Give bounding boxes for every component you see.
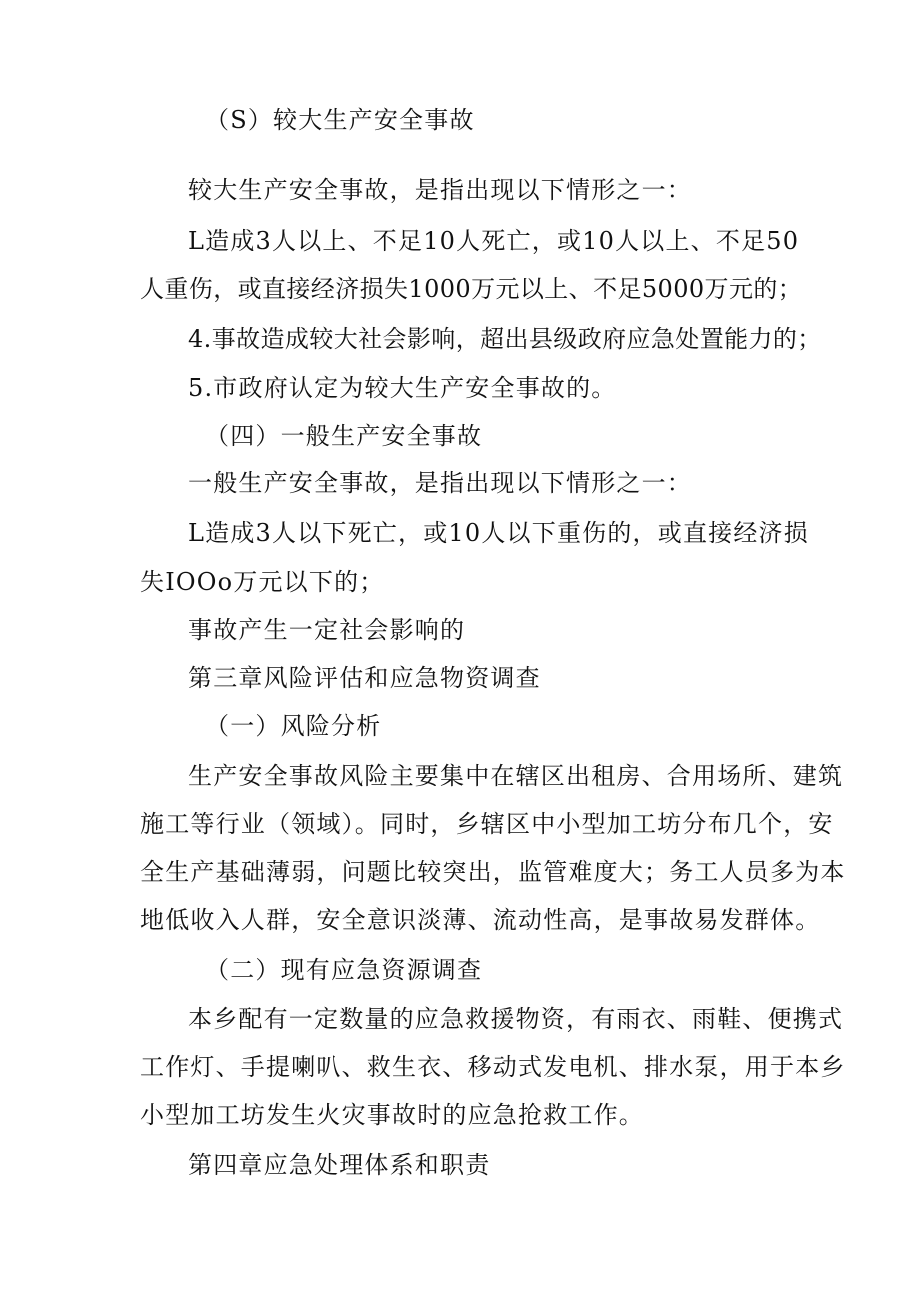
section-heading-general-accident: （四）一般生产安全事故 xyxy=(205,422,483,450)
paragraph-line: 失IOOo万元以下的； xyxy=(140,568,385,596)
paragraph-line: 一般生产安全事故，是指出现以下情形之一： xyxy=(188,469,692,497)
paragraph-line: L造成3人以下死亡，或10人以下重伤的，或直接经济损 xyxy=(188,519,809,547)
section-heading-resources: （二）现有应急资源调查 xyxy=(205,956,483,984)
section-heading-risk-analysis: （一）风险分析 xyxy=(205,712,382,740)
paragraph-line: 全生产基础薄弱，问题比较突出，监管难度大；务工人员多为本 xyxy=(140,858,846,886)
paragraph-line: 较大生产安全事故，是指出现以下情形之一： xyxy=(188,176,692,204)
chapter-heading-3: 第三章风险评估和应急物资调查 xyxy=(188,664,541,692)
paragraph-line: 5.市政府认定为较大生产安全事故的。 xyxy=(188,374,617,402)
paragraph-line: 4.事故造成较大社会影响，超出县级政府应急处置能力的； xyxy=(188,325,822,353)
paragraph-line: 事故产生一定社会影响的 xyxy=(188,616,466,644)
paragraph-line: 小型加工坊发生火灾事故时的应急抢救工作。 xyxy=(140,1101,644,1129)
paragraph-line: 工作灯、手提喇叭、救生衣、移动式发电机、排水泵，用于本乡 xyxy=(140,1053,846,1081)
paragraph-line: L造成3人以上、不足10人死亡，或10人以上、不足50 xyxy=(188,227,800,255)
paragraph-line: 生产安全事故风险主要集中在辖区出租房、合用场所、建筑 xyxy=(188,762,844,790)
paragraph-line: 人重伤，或直接经济损失1000万元以上、不足5000万元的； xyxy=(140,275,803,303)
paragraph-line: 地低收入人群，安全意识淡薄、流动性高，是事故易发群体。 xyxy=(140,906,821,934)
chapter-heading-4: 第四章应急处理体系和职责 xyxy=(188,1151,491,1179)
paragraph-line: 施工等行业（领域）。同时，乡辖区中小型加工坊分布几个，安 xyxy=(140,810,834,838)
paragraph-line: 本乡配有一定数量的应急救援物资，有雨衣、雨鞋、便携式 xyxy=(188,1005,844,1033)
section-heading-major-accident: （S）较大生产安全事故 xyxy=(205,106,475,134)
